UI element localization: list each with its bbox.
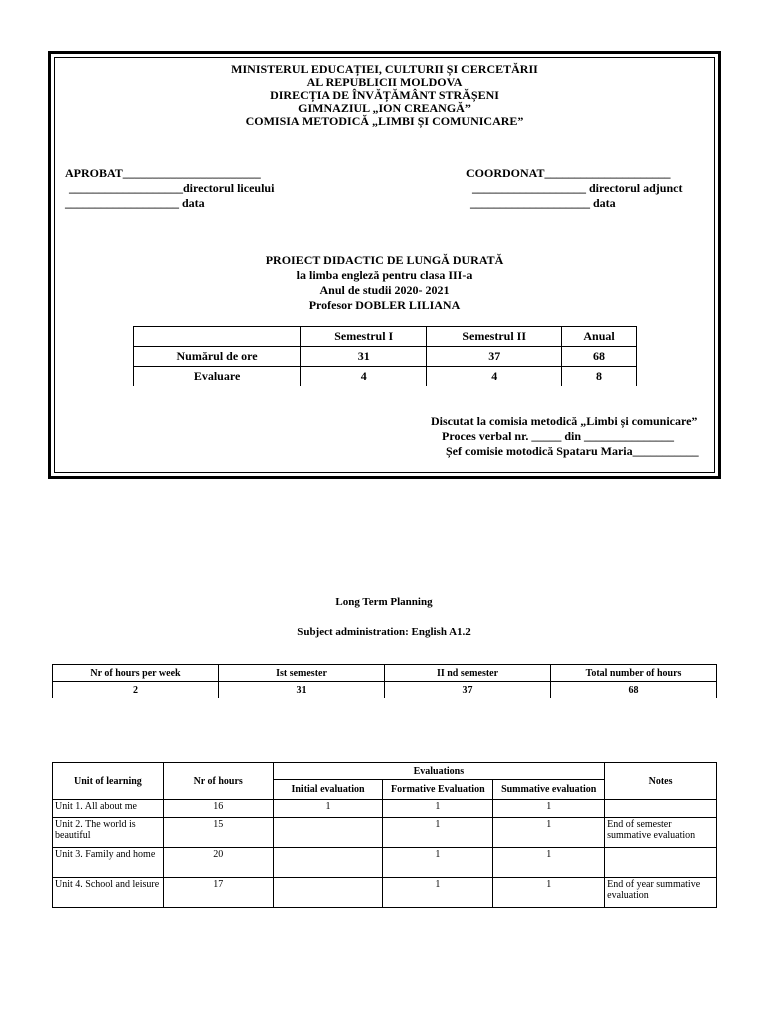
hours-per-week: 2 xyxy=(53,682,219,699)
hours-sem1: 31 xyxy=(219,682,385,699)
hours-header-total: Total number of hours xyxy=(551,665,717,682)
header-line-school: GIMNAZIUL „ION CREANGĂ” xyxy=(298,101,471,115)
minutes-line: Proces verbal nr. _____ din _______________ xyxy=(442,429,675,443)
units-header-row-1 xyxy=(53,763,717,780)
initial-eval-header: Initial evaluation xyxy=(273,780,383,800)
cover-frame xyxy=(48,51,721,479)
units-table xyxy=(52,762,717,908)
coordination-date-line: ____________________ data xyxy=(470,196,616,210)
hours-table xyxy=(52,664,717,698)
project-teacher: Profesor DOBLER LILIANA xyxy=(308,298,461,312)
unit-name: Unit 3. Family and home xyxy=(53,848,164,878)
approval-line: APROBAT_______________________ xyxy=(65,166,261,180)
formative-eval-header: Formative Evaluation xyxy=(383,780,493,800)
approval-block xyxy=(65,166,274,211)
coordination-line: COORDONAT_____________________ xyxy=(466,166,671,180)
planning-title: Long Term Planning xyxy=(335,596,433,608)
hours-header-week: Nr of hours per week xyxy=(53,665,219,682)
notes-header: Notes xyxy=(605,763,717,800)
unit-formative: 1 xyxy=(383,818,493,848)
hours-header-sem2: II nd semester xyxy=(385,665,551,682)
table-row xyxy=(53,878,717,908)
unit-initial xyxy=(273,878,383,908)
discussion-block xyxy=(431,414,699,459)
table-row xyxy=(53,818,717,848)
unit-summative: 1 xyxy=(493,878,605,908)
planning-subtitle: Subject administration: English A1.2 xyxy=(297,626,471,638)
coordination-block xyxy=(466,166,682,211)
unit-notes xyxy=(605,848,717,878)
project-title-block xyxy=(51,253,718,313)
unit-header: Unit of learning xyxy=(53,763,164,800)
project-title: PROIECT DIDACTIC DE LUNGĂ DURATĂ xyxy=(265,253,504,267)
unit-summative: 1 xyxy=(493,848,605,878)
cell: 68 xyxy=(562,347,637,367)
unit-summative: 1 xyxy=(493,818,605,848)
header-line-commission: COMISIA METODICĂ „LIMBI ȘI COMUNICARE” xyxy=(245,114,524,128)
unit-name: Unit 4. School and leisure xyxy=(53,878,164,908)
row-label: Numărul de ore xyxy=(134,347,301,367)
unit-formative: 1 xyxy=(383,800,493,818)
table-row xyxy=(134,347,637,367)
unit-hours: 17 xyxy=(163,878,273,908)
hours-header-sem1: Ist semester xyxy=(219,665,385,682)
table-row xyxy=(53,682,717,699)
header-line-republic: AL REPUBLICII MOLDOVA xyxy=(306,75,463,89)
header-line-direction: DIRECȚIA DE ÎNVĂȚĂMÂNT STRĂȘENI xyxy=(270,88,499,102)
project-subject: la limba engleză pentru clasa III-a xyxy=(296,268,473,282)
unit-initial xyxy=(273,848,383,878)
hours-header: Nr of hours xyxy=(163,763,273,800)
unit-notes: End of semester summative evaluation xyxy=(605,818,717,848)
hours-table-header xyxy=(53,665,717,682)
unit-formative: 1 xyxy=(383,878,493,908)
director-line: ___________________directorul liceului xyxy=(69,181,275,195)
unit-hours: 20 xyxy=(163,848,273,878)
semester-table xyxy=(133,326,637,386)
semester-header-1: Semestrul I xyxy=(301,327,427,347)
deputy-director-line: ___________________ directorul adjunct xyxy=(472,181,683,195)
cell: 4 xyxy=(427,367,562,387)
unit-formative: 1 xyxy=(383,848,493,878)
hours-total: 68 xyxy=(551,682,717,699)
unit-notes xyxy=(605,800,717,818)
semester-header-2: Semestrul II xyxy=(427,327,562,347)
unit-notes: End of year summative evaluation xyxy=(605,878,717,908)
summative-eval-header: Summative evaluation xyxy=(493,780,605,800)
discussion-commission-line: Discutat la comisia metodică „Limbi și comunicare” xyxy=(431,414,698,428)
evaluations-header: Evaluations xyxy=(273,763,605,780)
unit-name: Unit 1. All about me xyxy=(53,800,164,818)
cell: 37 xyxy=(427,347,562,367)
cell: 31 xyxy=(301,347,427,367)
table-row xyxy=(134,367,637,387)
unit-name: Unit 2. The world is beautiful xyxy=(53,818,164,848)
unit-hours: 15 xyxy=(163,818,273,848)
hours-sem2: 37 xyxy=(385,682,551,699)
row-label: Evaluare xyxy=(134,367,301,387)
unit-summative: 1 xyxy=(493,800,605,818)
cell: 4 xyxy=(301,367,427,387)
semester-table-header xyxy=(134,327,637,347)
semester-header-annual: Anual xyxy=(562,327,637,347)
approval-date-line: ___________________ data xyxy=(65,196,205,210)
table-row xyxy=(53,800,717,818)
unit-hours: 16 xyxy=(163,800,273,818)
cell: 8 xyxy=(562,367,637,387)
institution-header xyxy=(51,63,718,128)
project-school-year: Anul de studii 2020- 2021 xyxy=(319,283,450,297)
semester-header-empty xyxy=(134,327,301,347)
commission-head-line: Șef comisie motodică Spataru Maria___________ xyxy=(446,444,699,458)
unit-initial xyxy=(273,818,383,848)
header-line-ministry: MINISTERUL EDUCAȚIEI, CULTURII ȘI CERCETĂRII xyxy=(231,62,538,76)
table-row xyxy=(53,848,717,878)
unit-initial: 1 xyxy=(273,800,383,818)
